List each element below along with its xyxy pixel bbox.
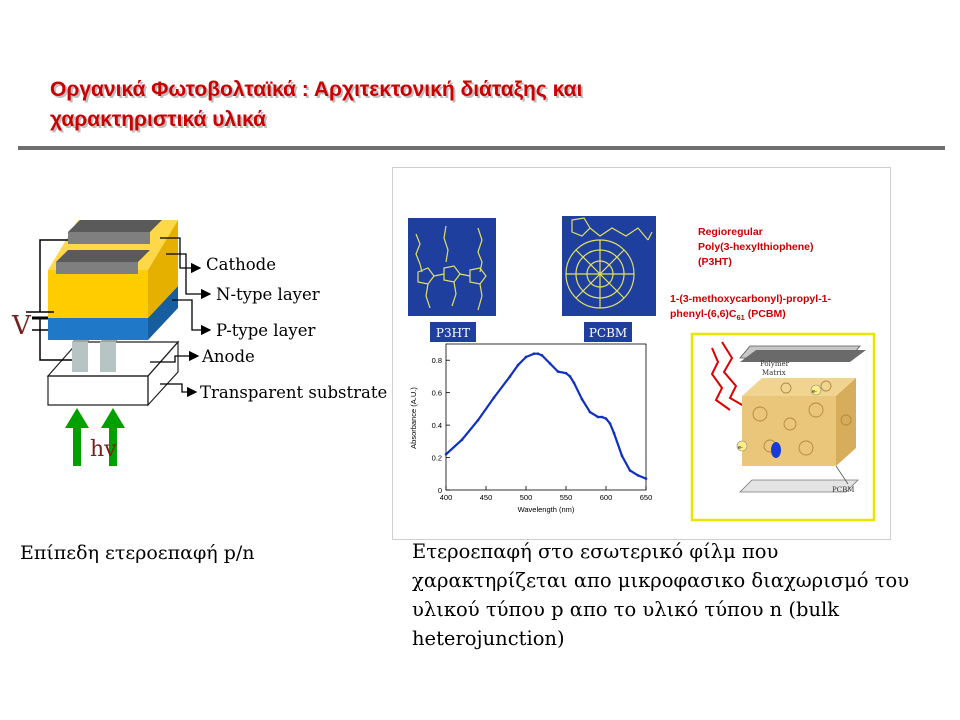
x-tick-label: 450 (479, 493, 493, 502)
absorbance-series-line (446, 354, 646, 479)
pcbm-structure (562, 216, 656, 342)
data-point (537, 352, 540, 355)
data-point (645, 477, 648, 480)
data-point (477, 419, 480, 422)
p3ht-structure (408, 218, 496, 342)
absorbance-chart (409, 344, 652, 514)
voltage-label: V (12, 311, 31, 341)
anode-label: Anode (202, 347, 255, 366)
chart-xlabel: Wavelength (nm) (517, 505, 575, 514)
x-tick-label: 550 (559, 493, 573, 502)
data-point (605, 417, 608, 420)
data-point (445, 453, 448, 456)
morphology-diagram (692, 334, 874, 520)
y-tick-label: 0.6 (431, 388, 442, 398)
data-point (613, 432, 616, 435)
y-tick-label: 0 (437, 486, 442, 495)
cathode-label: Cathode (206, 255, 276, 274)
data-point (573, 382, 576, 385)
data-point (549, 362, 552, 365)
p3ht-desc-3: (P3HT) (698, 256, 732, 268)
data-point (525, 356, 528, 359)
data-point (581, 398, 584, 401)
data-point (557, 370, 560, 373)
data-point (569, 375, 572, 378)
y-tick-label: 0.8 (431, 356, 442, 366)
polymer-label: Polymer (760, 360, 789, 368)
title-line-2: χαρακτηριστικά υλικά (50, 108, 266, 131)
material-descriptions (670, 226, 832, 322)
data-point (541, 354, 544, 357)
device-diagram (11, 220, 387, 466)
x-tick-label: 500 (519, 493, 533, 502)
pcbm-desc-2: phenyl-$(6,6)C_{61}$ (PCBM) (670, 308, 786, 322)
data-point (597, 416, 600, 419)
data-point (629, 469, 632, 472)
data-point (589, 411, 592, 414)
data-point (517, 364, 520, 367)
matrix-label: Matrix (762, 369, 786, 377)
title-line-1: Οργανικά Φωτοβολταϊκά : Αρχιτεκτονική διάταξης και (50, 78, 583, 101)
data-point (601, 416, 604, 419)
data-point (609, 422, 612, 425)
data-point (493, 396, 496, 399)
y-tick-label: 0.4 (431, 421, 442, 431)
data-point (509, 375, 512, 378)
x-tick-label: 600 (599, 493, 613, 502)
hv-label: hv (90, 437, 117, 462)
y-tick-label: 0.2 (431, 453, 442, 463)
data-point (533, 352, 536, 355)
x-tick-label: 400 (439, 493, 453, 502)
n-type-label: N-type layer (216, 285, 320, 304)
chart-ylabel: Absorbance (A.U.) (409, 387, 418, 449)
data-point (637, 474, 640, 477)
substrate-label: Transparent substrate (200, 383, 388, 402)
data-point (565, 372, 568, 375)
plot-frame (446, 344, 646, 490)
pcbm-tile-label: PCBM (588, 326, 628, 340)
charge-label-1: e- (738, 445, 743, 451)
p3ht-tile-label: P3HT (435, 326, 471, 340)
layer-labels (200, 255, 387, 402)
data-point (621, 455, 624, 458)
x-tick-label: 650 (639, 493, 653, 502)
pcbm-desc-1: 1-(3-methoxycarbonyl)-propyl-1- (670, 293, 832, 305)
planar-heterojunction-caption: Επίπεδη ετεροεπαφή p/n (20, 542, 255, 564)
bulk-heterojunction-caption: Ετεροεπαφή στο εσωτερικό φίλμ που χαρακτηρίζεται απο μικροφασικο διαχωρισμό του υλικού τύπου p απο το υλικό τύπου n (bulk heterojunction) (412, 540, 910, 650)
pcbm-morph-label: PCBM (832, 486, 855, 494)
absorbance-series-points (445, 352, 648, 480)
p3ht-desc-2: Poly(3-hexylthiophene) (698, 241, 814, 253)
p-type-label: P-type layer (216, 321, 316, 340)
data-point (461, 438, 464, 441)
p3ht-desc-1: Regioregular (698, 226, 763, 238)
chart-axes (432, 356, 653, 502)
charge-label-2: e- (812, 389, 817, 395)
